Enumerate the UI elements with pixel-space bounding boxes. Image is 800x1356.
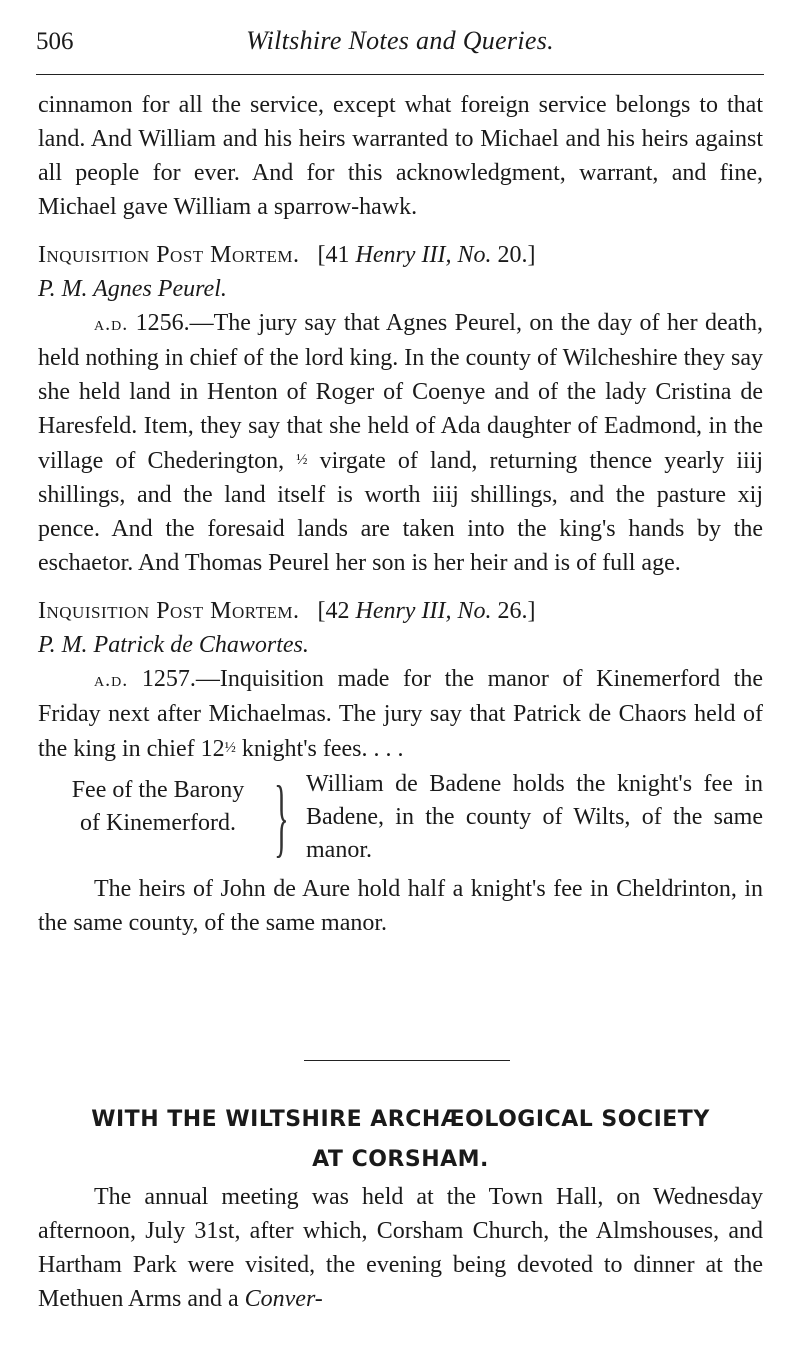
fee-label-line-2: of Kinemerford. — [80, 810, 236, 836]
section-title-line-2: AT CORSHAM. — [312, 1147, 489, 1172]
inquisition-ref-open: [41 — [317, 242, 356, 268]
inquisition-ref-italic: Henry III, No. — [355, 598, 492, 624]
fee-label — [38, 774, 278, 840]
inquisition-text-rest: virgate of land, returning thence yearly iiij shillings, and the land itself is worth iiij shillings, and the pasture xij pence. And the foresaid lands are taken into the king's hands by the eschaetor. And Thomas Peurel her son is her heir and is of full age. — [38, 448, 763, 576]
fraction-half: ½ — [296, 452, 308, 468]
inquisition-heading-1 — [38, 238, 763, 272]
section-body — [38, 1180, 763, 1316]
inquisition-ref-close: 20.] — [491, 242, 536, 268]
section-paragraph — [38, 1180, 763, 1316]
paragraph-continuation: cinnamon for all the service, except what foreign service belongs to that land. And William and his heirs warranted to Michael and his heirs against all people for ever. And for this acknowledgment, warrant, and fine, Michael gave William a sparrow-hawk. — [38, 92, 763, 220]
inquisition-subject-1: P. M. Agnes Peurel. — [38, 276, 227, 302]
section-text-italic: Conver- — [244, 1286, 323, 1312]
fee-bracket-block — [38, 768, 763, 870]
page-header — [30, 26, 770, 62]
section-divider — [304, 1060, 510, 1061]
inquisition-body-1 — [38, 306, 763, 580]
inquisition-label: Inquisition Post Mortem. — [38, 598, 300, 624]
inquisition-body-2 — [38, 662, 763, 766]
anno-domini: a.d. — [94, 669, 129, 691]
section-title-line-1: WITH THE WILTSHIRE ARCHÆOLOGICAL SOCIETY — [91, 1107, 710, 1132]
inquisition-subject-2: P. M. Patrick de Chawortes. — [38, 632, 309, 658]
anno-domini: a.d. — [94, 313, 129, 335]
fee-text: William de Badene holds the knight's fee in Badene, in the county of Wilts, of the same manor. — [306, 771, 763, 863]
fraction-half: ½ — [224, 740, 236, 756]
heirs-paragraph: The heirs of John de Aure hold half a knight's fee in Cheldrinton, in the same county, of the same manor. — [38, 876, 763, 936]
inquisition-ref-italic: Henry III, No. — [355, 242, 492, 268]
running-title: Wiltshire Notes and Queries. — [246, 26, 554, 55]
header-rule — [36, 74, 764, 75]
inquisition-text-rest: knight's fees. . . . — [235, 736, 404, 762]
section-text-lead: The annual meeting was held at the Town Hall, on Wednesday afternoon, July 31st, after which, Corsham Church, the Almshouses, and Hartham Park were visited, the evening being devoted to dinner at the Methuen Arms and a — [38, 1184, 763, 1312]
section-title — [38, 1100, 763, 1180]
inquisition-text-lead: 1256.—The jury say that Agnes Peurel, on the day of her death, held nothing in chief of the lord king. In the county of Wilcheshire they say she held land in Henton of Roger of Coenye and of the lady Cristina de Haresfeld. Item, they say that she held of Ada daughter of Eadmond, in the village of Chederington, — [38, 310, 763, 474]
inquisition-label: Inquisition Post Mortem. — [38, 242, 300, 268]
fee-label-line-1: Fee of the Barony — [71, 777, 245, 803]
inquisition-ref-open: [42 — [317, 598, 356, 624]
inquisition-ref-close: 26.] — [491, 598, 536, 624]
page-number: 506 — [36, 28, 74, 55]
inquisition-heading-2 — [38, 594, 763, 628]
brace-glyph: } — [274, 769, 289, 866]
inquisition-text-lead: 1257.—Inquisition made for the manor of Kinemerford the Friday next after Michaelmas. The jury say that Patrick de Chaors held of the king in chief 12 — [38, 666, 763, 762]
main-text — [38, 88, 763, 940]
